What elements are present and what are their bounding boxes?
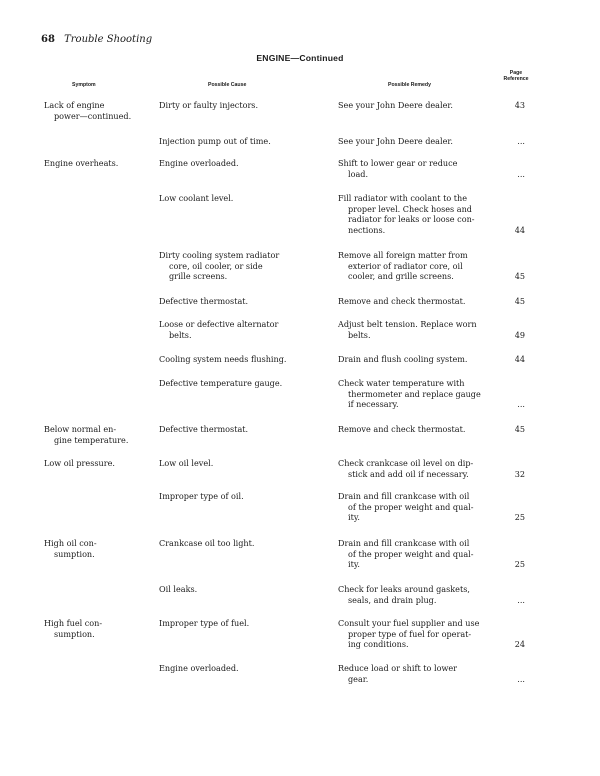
remedy-cell	[338, 354, 510, 365]
remedy-cell-line: Consult your fuel supplier and use	[338, 618, 480, 628]
remedy-cell	[338, 319, 510, 340]
cause-cell	[159, 193, 333, 204]
cause-cell-line: Defective thermostat.	[159, 296, 249, 306]
remedy-cell	[338, 491, 510, 523]
remedy-cell	[338, 424, 510, 435]
cause-cell-line: Defective thermostat.	[159, 424, 249, 434]
remedy-cell-line: belts.	[348, 329, 371, 340]
remedy-cell	[338, 458, 510, 479]
page-reference-cell: ...	[517, 594, 525, 605]
column-header-cause: Possible Cause	[208, 82, 247, 88]
section-title: Trouble Shooting	[64, 34, 153, 45]
cause-cell	[159, 424, 333, 435]
column-header-symptom: Symptom	[72, 82, 96, 88]
cause-cell	[159, 158, 333, 169]
remedy-cell-line: Drain and fill crankcase with oil	[338, 538, 470, 548]
remedy-cell-line: cooler, and grille screens.	[348, 271, 454, 282]
remedy-cell-line: radiator for leaks or loose con-	[348, 214, 475, 225]
symptom-cell-line: Low oil pressure.	[44, 458, 115, 468]
page-reference-cell: 25	[514, 512, 525, 523]
page-reference-cell: 24	[514, 639, 525, 650]
remedy-cell-line: of the proper weight and qual-	[348, 501, 474, 512]
remedy-cell-line: Remove and check thermostat.	[338, 296, 466, 306]
remedy-cell	[338, 618, 510, 650]
symptom-cell-line: gine temperature.	[54, 434, 129, 445]
cause-cell-line: Dirty cooling system radiator	[159, 250, 280, 260]
remedy-cell-line: nections.	[348, 224, 386, 235]
remedy-cell	[338, 296, 510, 307]
remedy-cell	[338, 378, 510, 410]
remedy-cell	[338, 158, 510, 179]
symptom-cell-line: sumption.	[54, 628, 95, 639]
remedy-cell-line: seals, and drain plug.	[348, 594, 437, 605]
running-header	[41, 34, 152, 45]
cause-cell-line: Improper type of fuel.	[159, 618, 250, 628]
cause-cell	[159, 319, 333, 340]
cause-cell-line: Injection pump out of time.	[159, 136, 271, 146]
cause-cell	[159, 100, 333, 111]
remedy-cell	[338, 193, 510, 235]
page-reference-cell: ...	[517, 136, 525, 146]
symptom-cell-line: power—continued.	[54, 110, 132, 121]
symptom-cell-line: High oil con-	[44, 538, 97, 548]
cause-cell-line: Dirty or faulty injectors.	[159, 100, 259, 110]
cause-cell	[159, 296, 333, 307]
page-reference-cell: 32	[514, 468, 525, 479]
remedy-cell	[338, 100, 510, 111]
page-reference-cell: 45	[514, 424, 525, 434]
page-reference-cell: 43	[514, 100, 525, 110]
column-header-page-reference: Page Reference	[503, 70, 529, 82]
cause-cell	[159, 136, 333, 147]
page-reference-cell: ...	[517, 673, 525, 684]
remedy-cell-line: proper level. Check hoses and	[348, 203, 472, 214]
page-reference-cell: 44	[514, 354, 525, 364]
remedy-cell-line: Check for leaks around gaskets,	[338, 584, 470, 594]
symptom-cell	[44, 538, 152, 559]
remedy-cell	[338, 584, 510, 605]
remedy-cell-line: thermometer and replace gauge	[348, 388, 481, 399]
remedy-cell-line: ing conditions.	[348, 639, 409, 650]
remedy-cell-line: Adjust belt tension. Replace worn	[338, 319, 477, 329]
cause-cell	[159, 250, 333, 282]
symptom-cell-line: sumption.	[54, 548, 95, 559]
remedy-cell-line: stick and add oil if necessary.	[348, 468, 469, 479]
cause-cell-line: Engine overloaded.	[159, 158, 239, 168]
remedy-cell-line: See your John Deere dealer.	[338, 100, 453, 110]
page-reference-cell: ...	[517, 168, 525, 179]
remedy-cell	[338, 663, 510, 684]
cause-cell-line: core, oil cooler, or side	[169, 260, 263, 271]
page-reference-cell: 44	[514, 224, 525, 235]
remedy-cell-line: See your John Deere dealer.	[338, 136, 453, 146]
remedy-cell-line: of the proper weight and qual-	[348, 548, 474, 559]
cause-cell	[159, 663, 333, 674]
symptom-cell-line: Engine overheats.	[44, 158, 119, 168]
symptom-cell	[44, 458, 152, 469]
cause-cell	[159, 354, 333, 365]
cause-cell-line: Cooling system needs flushing.	[159, 354, 287, 364]
remedy-cell-line: Remove all foreign matter from	[338, 250, 468, 260]
cause-cell	[159, 584, 333, 595]
remedy-cell-line: proper type of fuel for operat-	[348, 628, 472, 639]
symptom-cell	[44, 618, 152, 639]
symptom-cell-line: Below normal en-	[44, 424, 117, 434]
cause-cell	[159, 458, 333, 469]
remedy-cell-line: Fill radiator with coolant to the	[338, 193, 468, 203]
remedy-cell-line: exterior of radiator core, oil	[348, 260, 463, 271]
cause-cell-line: Low coolant level.	[159, 193, 234, 203]
remedy-cell-line: ity.	[348, 559, 360, 570]
cause-cell	[159, 538, 333, 549]
remedy-cell-line: Remove and check thermostat.	[338, 424, 466, 434]
symptom-cell	[44, 424, 152, 445]
cause-cell-line: Defective temperature gauge.	[159, 378, 283, 388]
remedy-cell-line: Reduce load or shift to lower	[338, 663, 458, 673]
cause-cell-line: Oil leaks.	[159, 584, 198, 594]
remedy-cell-line: load.	[348, 168, 369, 179]
remedy-cell-line: Drain and fill crankcase with oil	[338, 491, 470, 501]
cause-cell	[159, 491, 333, 502]
remedy-cell-line: if necessary.	[348, 399, 399, 410]
page-reference-cell: 45	[514, 271, 525, 282]
symptom-cell	[44, 158, 152, 169]
symptom-cell-line: Lack of engine	[44, 100, 105, 110]
remedy-cell	[338, 250, 510, 282]
remedy-cell-line: Check crankcase oil level on dip-	[338, 458, 474, 468]
remedy-cell	[338, 538, 510, 570]
symptom-cell-line: High fuel con-	[44, 618, 103, 628]
page-reference-cell: 25	[514, 559, 525, 570]
cause-cell-line: Engine overloaded.	[159, 663, 239, 673]
symptom-cell	[44, 100, 152, 121]
cause-cell	[159, 378, 333, 389]
cause-cell-line: Loose or defective alternator	[159, 319, 279, 329]
column-header-remedy: Possible Remedy	[388, 82, 431, 88]
cause-cell-line: Low oil level.	[159, 458, 214, 468]
remedy-cell-line: Check water temperature with	[338, 378, 465, 388]
page-reference-cell: 49	[514, 329, 525, 340]
remedy-cell-line: Drain and flush cooling system.	[338, 354, 468, 364]
page-reference-cell: ...	[517, 399, 525, 410]
cause-cell-line: Improper type of oil.	[159, 491, 244, 501]
cause-cell-line: grille screens.	[169, 271, 228, 282]
remedy-cell	[338, 136, 510, 147]
table-title: ENGINE—Continued	[256, 53, 344, 63]
cause-cell	[159, 618, 333, 629]
cause-cell-line: Crankcase oil too light.	[159, 538, 255, 548]
cause-cell-line: belts.	[169, 329, 192, 340]
remedy-cell-line: ity.	[348, 512, 360, 523]
page-reference-cell: 45	[514, 296, 525, 306]
remedy-cell-line: Shift to lower gear or reduce	[338, 158, 458, 168]
page-number: 68	[41, 34, 55, 45]
remedy-cell-line: gear.	[348, 673, 369, 684]
